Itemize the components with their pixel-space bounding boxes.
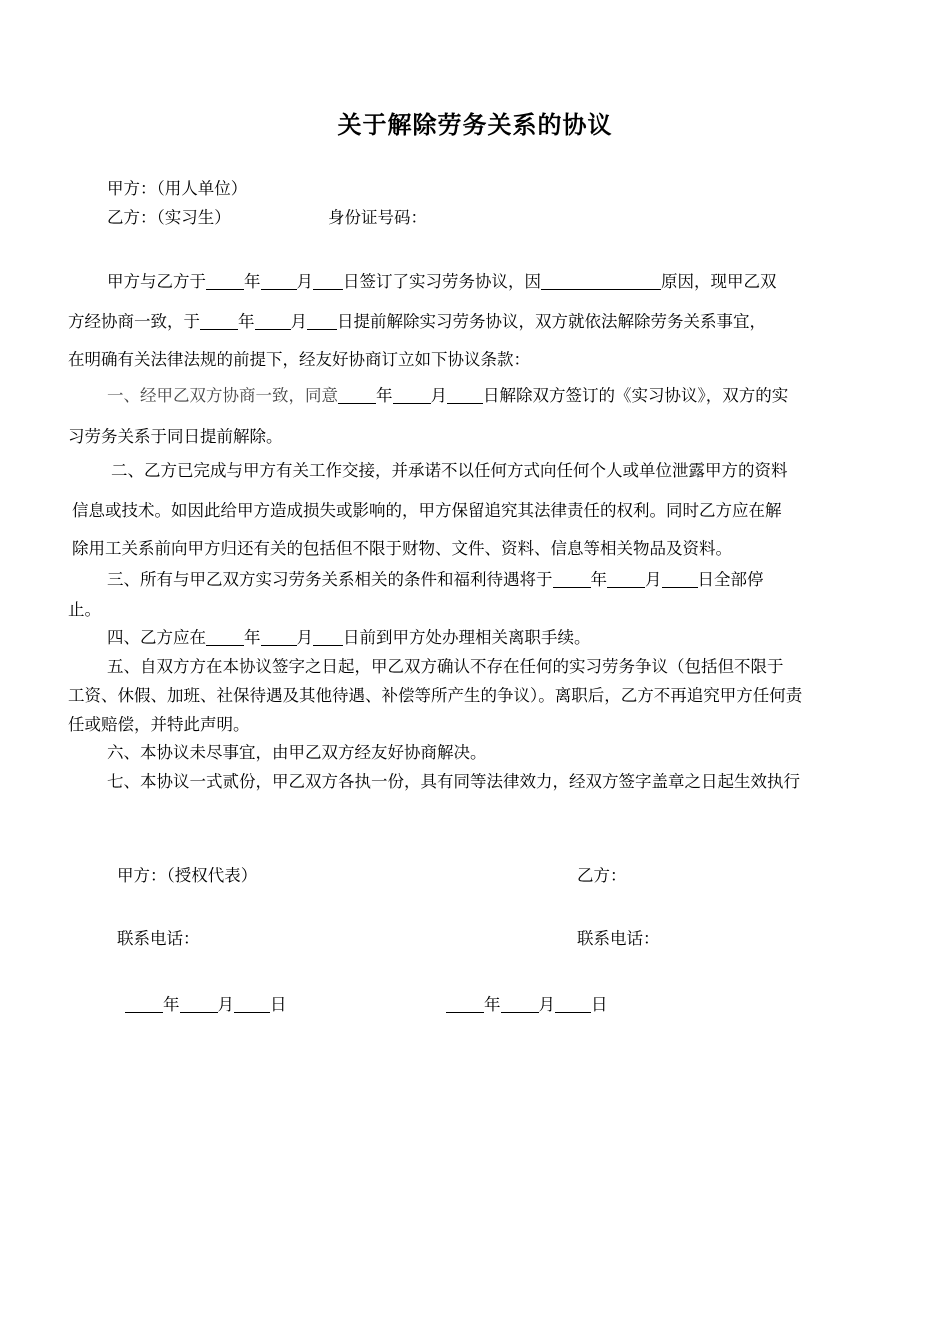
intro-line-1: 甲方与乙方于 年 月 日签订了实习劳务协议，因 原因，现甲乙双 [107, 272, 777, 291]
blank-day [234, 996, 270, 1014]
clause-7: 七、本协议一式贰份，甲乙双方各执一份，具有同等法律效力，经双方签字盖章之日起生效执行 [107, 772, 800, 791]
party-b-line: 乙方：（实习生） [107, 208, 231, 227]
signature-party-a: 甲方：（授权代表） [117, 866, 258, 885]
blank-month [255, 313, 291, 331]
blank-year [206, 273, 244, 291]
page-title: 关于解除劳务关系的协议 [337, 111, 613, 139]
blank-year [338, 387, 376, 405]
blank-year [206, 629, 244, 647]
clause-3-line-1: 三、所有与甲乙双方实习劳务关系相关的条件和福利待遇将于 年 月 日全部停 [107, 570, 764, 589]
clause-2-line-1: 二、乙方已完成与甲方有关工作交接，并承诺不以任何方式向任何个人或单位泄露甲方的资料 [111, 461, 788, 480]
intro-line-3: 在明确有关法律法规的前提下，经友好协商订立如下协议条款： [68, 350, 530, 369]
clause-2-line-3: 除用工关系前向甲方归还有关的包括但不限于财物、文件、资料、信息等相关物品及资料。 [72, 539, 732, 558]
blank-month [261, 273, 297, 291]
blank-month [261, 629, 297, 647]
phone-label-a: 联系电话： [117, 929, 200, 948]
signature-party-b: 乙方： [577, 866, 627, 885]
blank-day [307, 313, 337, 331]
blank-day [662, 571, 698, 589]
blank-reason [541, 273, 661, 291]
blank-month [180, 996, 218, 1014]
blank-year [125, 996, 163, 1014]
blank-month [393, 387, 431, 405]
clause-3-line-2: 止。 [68, 600, 101, 619]
intro-line-2: 方经协商一致，于 年 月 日提前解除实习劳务协议，双方就依法解除劳务关系事宜， [68, 312, 766, 331]
phone-label-b: 联系电话： [577, 929, 660, 948]
id-number-label: 身份证号码： [328, 208, 427, 227]
clause-5-line-3: 任或赔偿，并特此声明。 [68, 715, 250, 734]
blank-year [553, 571, 591, 589]
blank-day [555, 996, 591, 1014]
clause-1-line-2: 习劳务关系于同日提前解除。 [68, 427, 283, 446]
blank-day [447, 387, 483, 405]
clause-5-line-2: 工资、休假、加班、社保待遇及其他待遇、补偿等所产生的争议）。离职后，乙方不再追究甲方任何责 [68, 686, 803, 705]
clause-6: 六、本协议未尽事宜，由甲乙双方经友好协商解决。 [107, 743, 487, 762]
clause-4: 四、乙方应在 年 月 日前到甲方处办理相关离职手续。 [107, 628, 591, 647]
date-line-a: 年 月 日 [125, 991, 287, 1015]
date-line-b: 年 月 日 [446, 991, 608, 1015]
blank-day [313, 629, 343, 647]
blank-month [501, 996, 539, 1014]
clause-2-line-2: 信息或技术。如因此给甲方造成损失或影响的，甲方保留追究其法律责任的权利。同时乙方应在解 [72, 501, 782, 520]
blank-month [607, 571, 645, 589]
blank-year [446, 996, 484, 1014]
party-a-line: 甲方：（用人单位） [107, 179, 248, 198]
clause-1-line-1: 一、经甲乙双方协商一致，同意 年 月 日解除双方签订的《实习协议》，双方的实 [107, 386, 789, 405]
blank-day [313, 273, 343, 291]
blank-year [200, 313, 238, 331]
clause-5-line-1: 五、自双方方在本协议签字之日起，甲乙双方确认不存在任何的实习劳务争议（包括但不限于 [107, 657, 784, 676]
